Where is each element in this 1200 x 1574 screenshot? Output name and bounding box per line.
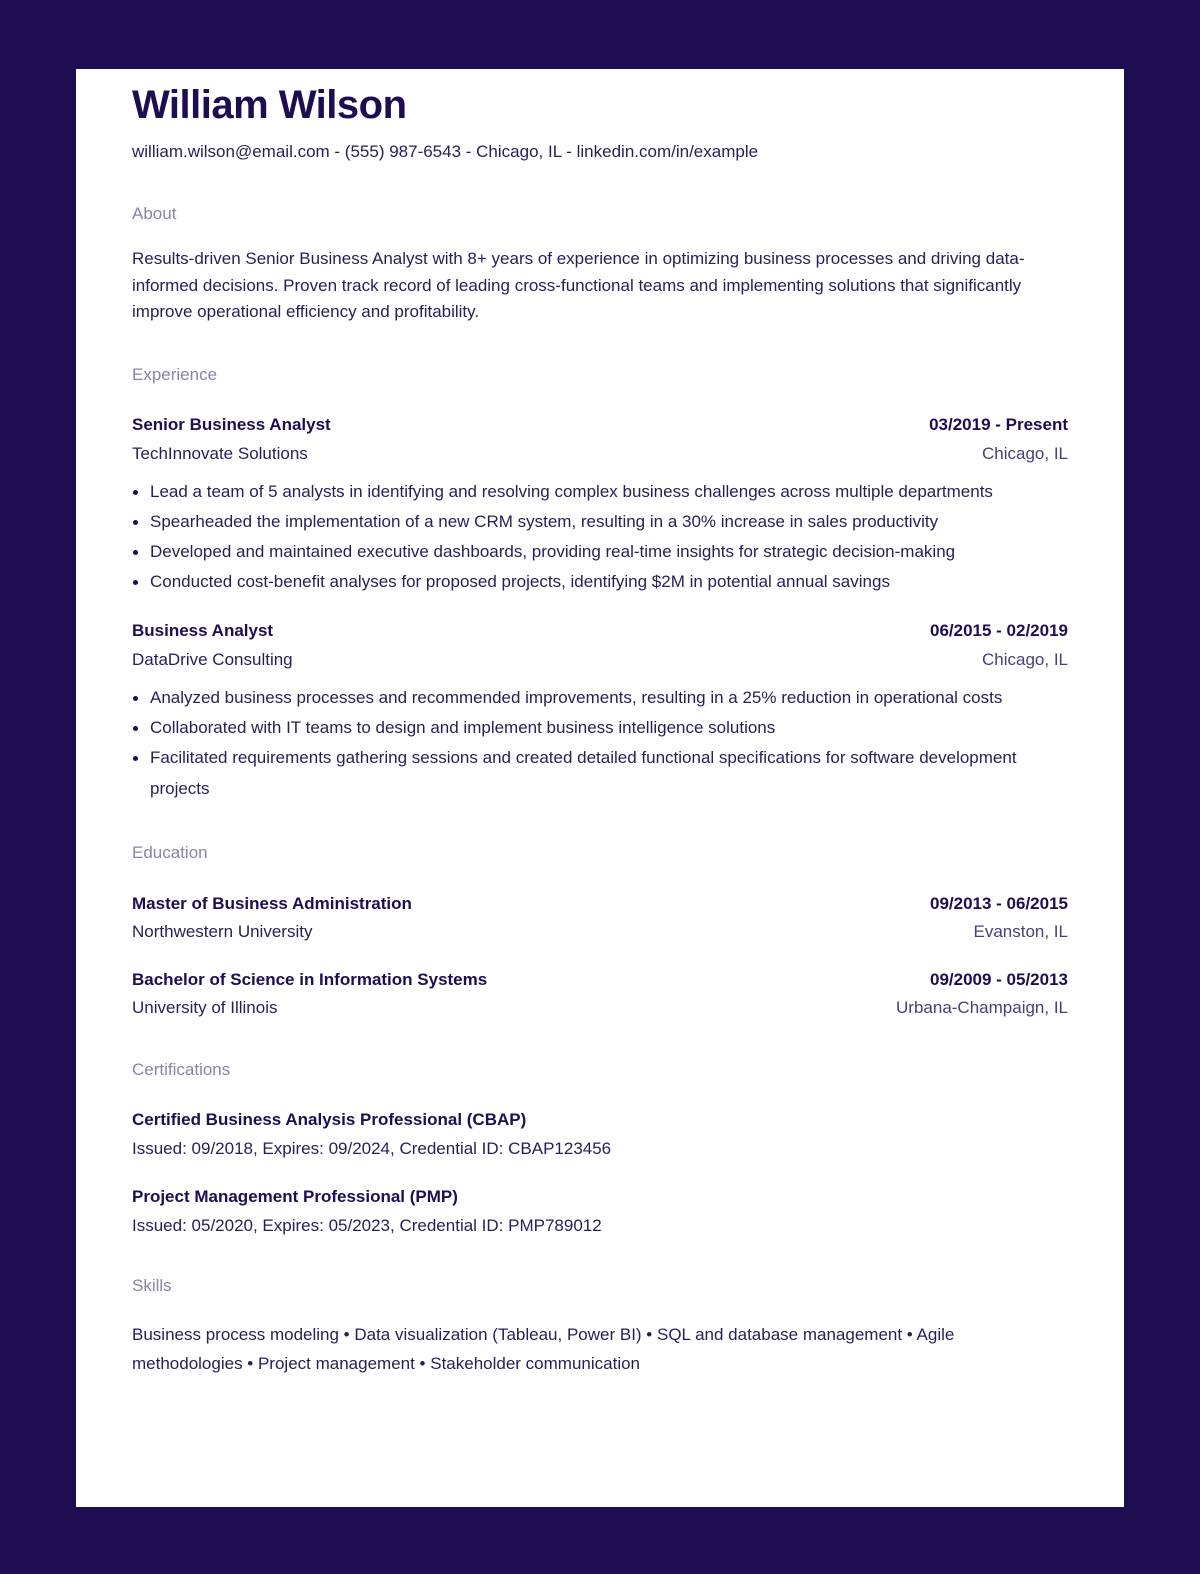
job-dates: 03/2019 - Present (929, 414, 1068, 434)
degree-name: Master of Business Administration (132, 893, 412, 913)
education-dates: 09/2013 - 06/2015 (929, 893, 1068, 913)
about-text: Results-driven Senior Business Analyst with 8+ years of experience in optimizing business processes and driving data-informed decisions. Proven track record of leading cross-functional teams and implementing solutions that significantly improve operational efficiency and profitability. (132, 249, 1025, 321)
job-bullet: Conducted cost-benefit analyses for proposed projects, identifying $2M in potential annual savings (150, 567, 1068, 597)
certification-name: Project Management Professional (PMP) (132, 1186, 458, 1206)
skills-list: Business process modeling • Data visualization (Tableau, Power BI) • SQL and database management • Agile methodologies • Project management • Stakeholder communication (132, 1324, 955, 1374)
resume-page (76, 69, 1124, 1507)
job-bullets (132, 683, 1068, 804)
job-bullet: Spearheaded the implementation of a new CRM system, resulting in a 30% increase in sales productivity (150, 507, 1068, 537)
job-title: Business Analyst (132, 620, 274, 640)
education-dates: 09/2009 - 05/2013 (929, 969, 1068, 989)
job-bullet: Analyzed business processes and recommended improvements, resulting in a 25% reduction in operational costs (150, 683, 1068, 713)
section-title-experience: Experience (132, 364, 218, 384)
section-title-about: About (132, 204, 177, 223)
job-location: Chicago, IL (982, 443, 1068, 463)
section-title-education: Education (132, 842, 208, 862)
school-location: Evanston, IL (973, 921, 1068, 941)
contact-line: william.wilson@email.com - (555) 987-6543 - Chicago, IL - linkedin.com/in/example (132, 142, 759, 161)
school-name: University of Illinois (132, 997, 278, 1017)
job-bullet: Collaborated with IT teams to design and implement business intelligence solutions (150, 713, 1068, 743)
school-location: Urbana-Champaign, IL (896, 997, 1068, 1017)
job-bullet: Lead a team of 5 analysts in identifying and resolving complex business challenges across multiple departments (150, 477, 1068, 507)
company-name: TechInnovate Solutions (132, 443, 308, 463)
job-location: Chicago, IL (982, 649, 1068, 669)
experience-entry (132, 414, 1068, 598)
job-title: Senior Business Analyst (132, 414, 331, 434)
experience-entry (132, 620, 1068, 804)
certification-details: Issued: 09/2018, Expires: 09/2024, Credential ID: CBAP123456 (132, 1138, 612, 1158)
degree-name: Bachelor of Science in Information Systems (132, 969, 488, 989)
education-entry (132, 969, 1068, 1019)
certification-details: Issued: 05/2020, Expires: 05/2023, Credential ID: PMP789012 (132, 1215, 602, 1235)
job-bullet: Developed and maintained executive dashboards, providing real-time insights for strategic decision-making (150, 537, 1068, 567)
certification-entry (132, 1109, 1068, 1160)
section-title-certifications: Certifications (132, 1059, 231, 1079)
job-bullets (132, 477, 1068, 598)
job-dates: 06/2015 - 02/2019 (929, 620, 1068, 640)
school-name: Northwestern University (132, 921, 313, 941)
company-name: DataDrive Consulting (132, 649, 293, 669)
certification-name: Certified Business Analysis Professional (CBAP) (132, 1109, 527, 1129)
job-bullet: Facilitated requirements gathering sessions and created detailed functional specifications for software development projects (150, 743, 1068, 804)
candidate-name: William Wilson (132, 83, 407, 127)
education-entry (132, 893, 1068, 943)
certification-entry (132, 1186, 1068, 1237)
section-title-skills: Skills (132, 1275, 172, 1295)
